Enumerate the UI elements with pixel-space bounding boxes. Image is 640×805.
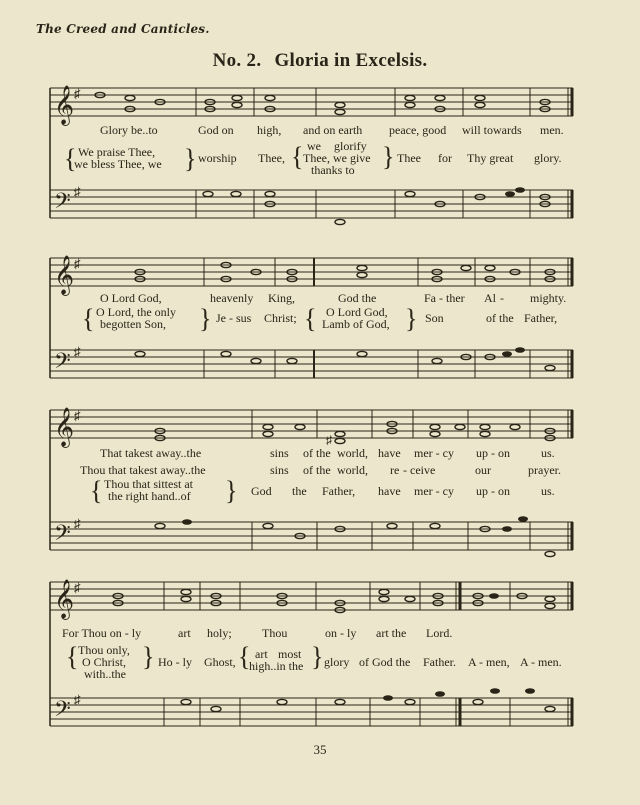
lyric: Thou that sittest at: [104, 477, 193, 491]
lyric: mer - cy: [414, 484, 454, 498]
brace-left: {: [291, 141, 304, 172]
lyric: high,: [257, 123, 282, 137]
lyric: worship: [198, 151, 237, 165]
brace-left: {: [238, 641, 251, 672]
lyric: up - on: [476, 446, 510, 460]
lyric: most: [278, 647, 302, 661]
svg-text:♯: ♯: [74, 408, 81, 423]
running-head: The Creed and Canticles.: [36, 22, 210, 36]
lyric: the: [292, 484, 307, 498]
svg-text:𝄞: 𝄞: [54, 407, 75, 447]
lyric: For Thou on - ly: [62, 626, 142, 640]
svg-text:♯: ♯: [74, 580, 81, 595]
lyric: and on earth: [303, 123, 363, 137]
lyric: King,: [268, 291, 295, 305]
lyric: of God the: [359, 655, 411, 669]
lyric: us.: [541, 484, 555, 498]
lyric: O Lord, the only: [96, 305, 176, 319]
lyric: of the: [486, 311, 514, 325]
lyric: of the: [303, 446, 331, 460]
lyric: God on: [198, 123, 234, 137]
lyric: thanks to: [311, 163, 355, 177]
lyric: prayer.: [528, 463, 561, 477]
lyric: Thou that takest away..the: [80, 463, 206, 477]
svg-text:𝄢: 𝄢: [54, 349, 71, 379]
svg-text:♯: ♯: [74, 692, 81, 707]
lyric: glory.: [534, 151, 562, 165]
lyric: sins: [270, 463, 289, 477]
svg-text:♯: ♯: [74, 256, 81, 271]
svg-text:𝄞: 𝄞: [54, 255, 75, 295]
lyric: holy;: [207, 626, 232, 640]
lyric: us.: [541, 446, 555, 460]
lyric: up - on: [476, 484, 510, 498]
lyric: high..in the: [249, 659, 304, 673]
lyric: A - men.: [520, 655, 562, 669]
lyric: A - men,: [468, 655, 510, 669]
lyric: Ho - ly: [158, 655, 192, 669]
lyric: Fa - ther: [424, 291, 465, 305]
lyric: Thy great: [467, 151, 514, 165]
brace-left: {: [304, 303, 317, 334]
brace-right: }: [225, 475, 238, 506]
svg-text:♯: ♯: [74, 344, 81, 359]
lyric: O Lord God,: [100, 291, 162, 305]
lyric: peace, good: [389, 123, 447, 137]
lyric: have: [378, 484, 401, 498]
lyric: Father,: [322, 484, 356, 498]
brace-right: }: [199, 303, 212, 334]
svg-text:𝄞: 𝄞: [54, 85, 75, 125]
lyric: Thou: [262, 626, 288, 640]
svg-text:♯: ♯: [74, 184, 81, 199]
lyric: world,: [337, 446, 368, 460]
lyric: sins: [270, 446, 289, 460]
lyric: men.: [540, 123, 564, 137]
svg-text:𝄢: 𝄢: [54, 521, 71, 551]
lyric: - ceive: [403, 463, 436, 477]
lyric: Father,: [524, 311, 558, 325]
lyric: heavenly: [210, 291, 254, 305]
lyric: Al: [484, 291, 496, 305]
lyric: glorify: [334, 139, 367, 153]
lyric: mighty.: [530, 291, 567, 305]
svg-text:𝄢: 𝄢: [54, 189, 71, 219]
brace-right: }: [184, 143, 197, 174]
hymn-title: Gloria in Excelsis.: [274, 50, 428, 71]
brace-right: }: [382, 141, 395, 172]
lyric: art the: [376, 626, 407, 640]
music-system-2: [0, 254, 640, 396]
lyric: art: [255, 647, 268, 661]
lyric: mer - cy: [414, 446, 454, 460]
brace-left: {: [82, 303, 95, 334]
lyric: the right hand..of: [108, 489, 191, 503]
lyric: begotten Son,: [100, 317, 166, 331]
hymn-title-block: [0, 50, 640, 72]
brace-right: }: [405, 303, 418, 334]
lyric: God: [251, 484, 272, 498]
lyric: Thou only,: [78, 643, 130, 657]
lyric: have: [378, 446, 401, 460]
lyric: That takest away..the: [100, 446, 202, 460]
lyric: Je - sus: [216, 311, 252, 325]
lyric: world,: [337, 463, 368, 477]
lyric: Christ;: [264, 311, 297, 325]
lyric: O Christ,: [82, 655, 127, 669]
lyric: will towards: [462, 123, 522, 137]
lyric: of the: [303, 463, 331, 477]
lyric: art: [178, 626, 191, 640]
lyric: Thee,: [258, 151, 285, 165]
lyric: Thee: [397, 151, 421, 165]
lyric: we: [307, 139, 321, 153]
page-number: 35: [313, 742, 327, 757]
svg-text:𝄢: 𝄢: [54, 697, 71, 727]
lyric: Glory be..to: [100, 123, 158, 137]
lyric: we bless Thee, we: [74, 157, 162, 171]
lyric: glory: [324, 655, 350, 669]
lyric: O Lord God,: [326, 305, 388, 319]
lyric: re: [390, 463, 400, 477]
svg-text:♯: ♯: [326, 433, 332, 447]
lyric: Father.: [423, 655, 456, 669]
lyric: Son: [425, 311, 444, 325]
lyric: We praise Thee,: [78, 145, 156, 159]
lyric: God the: [338, 291, 377, 305]
lyric: Lamb of God,: [322, 317, 390, 331]
lyric: with..the: [84, 667, 126, 681]
lyric: on - ly: [325, 626, 357, 640]
brace-left: {: [66, 641, 79, 672]
lyric: Thee, we give: [303, 151, 371, 165]
svg-text:𝄞: 𝄞: [54, 579, 75, 619]
brace-right: }: [311, 641, 324, 672]
svg-text:♯: ♯: [74, 516, 81, 531]
lyric: Ghost,: [204, 655, 236, 669]
lyric: for: [438, 151, 452, 165]
hymn-number: No. 2.: [212, 50, 262, 71]
brace-left: {: [90, 475, 103, 506]
brace-right: }: [142, 641, 155, 672]
brace-left: {: [64, 143, 77, 174]
lyric: -: [500, 291, 504, 305]
svg-text:♯: ♯: [74, 86, 81, 101]
lyric: Lord.: [426, 626, 453, 640]
lyric: our: [475, 463, 491, 477]
